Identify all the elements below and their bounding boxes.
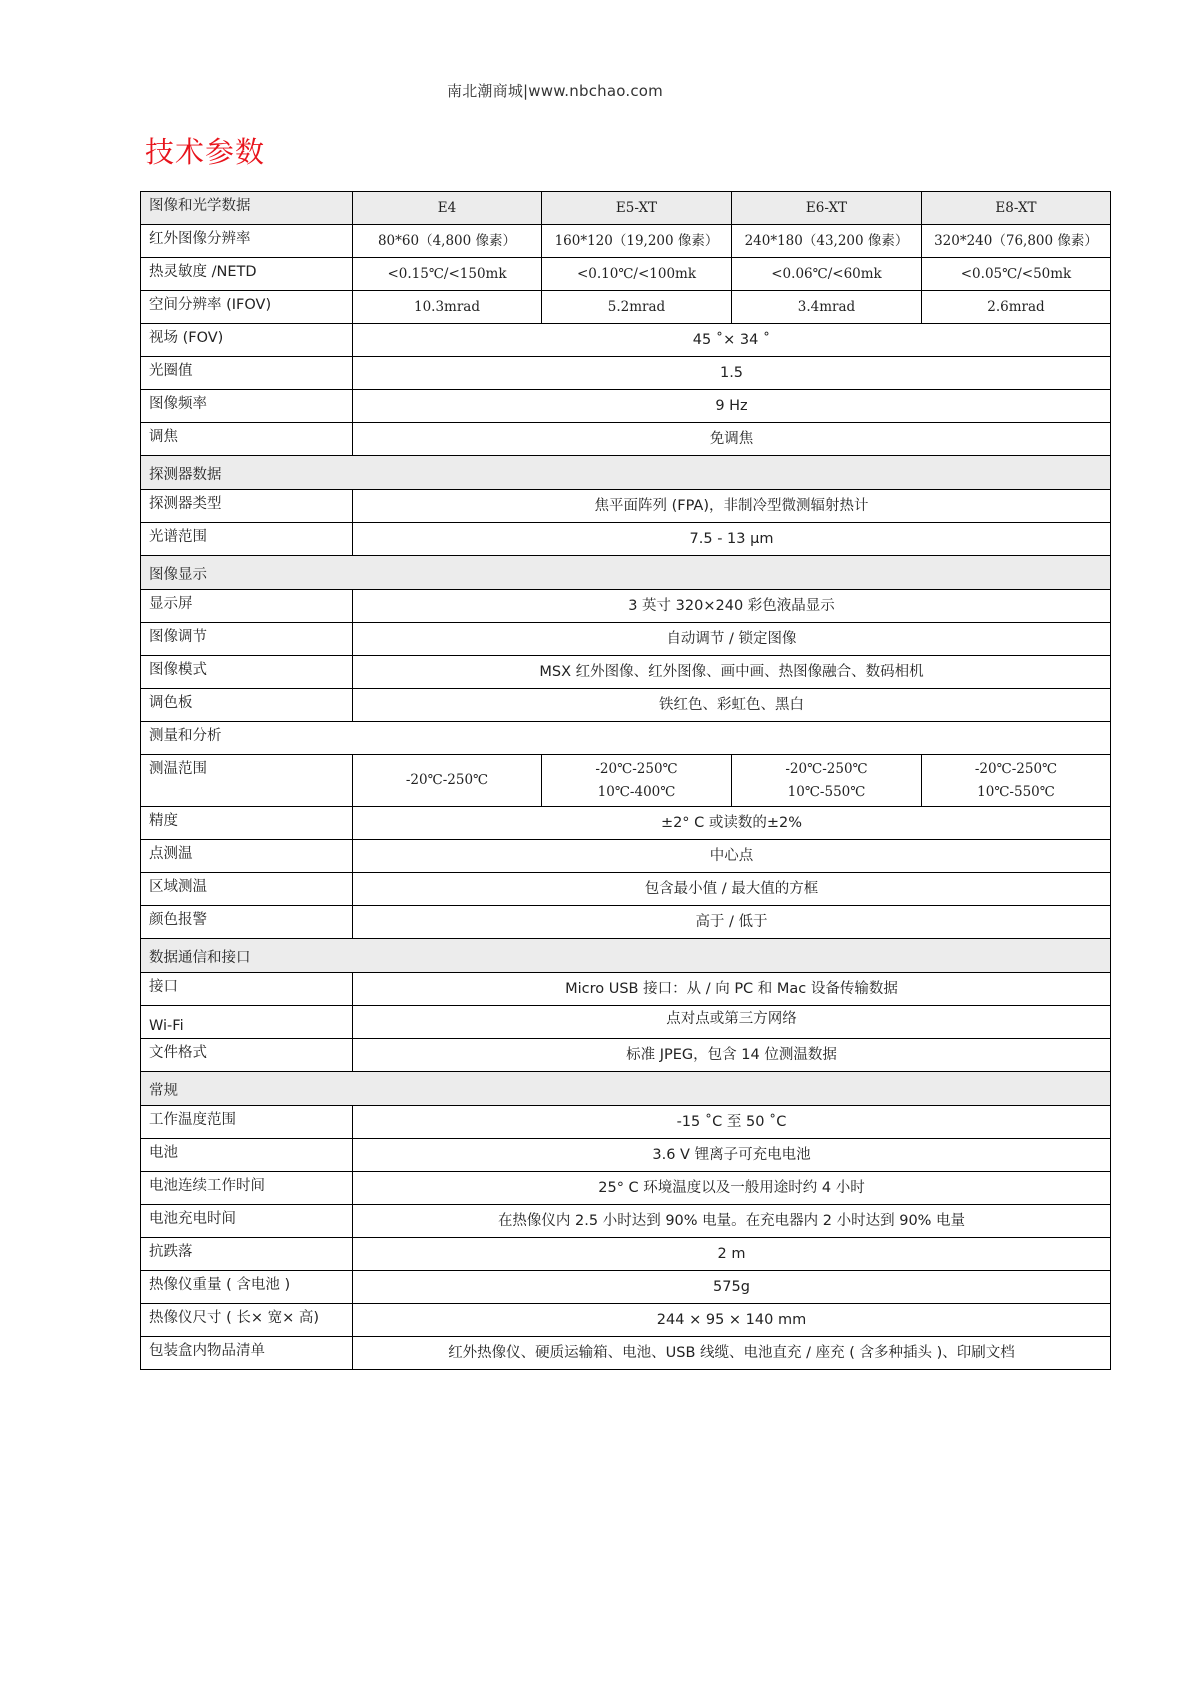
table-row	[141, 1337, 1111, 1370]
row-label: 电池连续工作时间	[141, 1172, 353, 1205]
table-row	[141, 1205, 1111, 1238]
cell-value: 7.5 - 13 μm	[353, 523, 1111, 556]
cell-value: 焦平面阵列 (FPA)，非制冷型微测辐射热计	[353, 490, 1111, 523]
cell-value: 9 Hz	[353, 390, 1111, 423]
cell-value	[353, 755, 542, 807]
cell-value: 2.6mrad	[922, 291, 1111, 324]
table-row	[141, 324, 1111, 357]
section-heading: 常规	[141, 1072, 1111, 1106]
table-row	[141, 258, 1111, 291]
table-row	[141, 490, 1111, 523]
cell-value: 中心点	[353, 840, 1111, 873]
section-heading: 探测器数据	[141, 456, 1111, 490]
table-row	[141, 357, 1111, 390]
cell-value: 3.6 V 锂离子可充电电池	[353, 1139, 1111, 1172]
row-label: 文件格式	[141, 1039, 353, 1072]
row-label: 点测温	[141, 840, 353, 873]
row-label: 精度	[141, 807, 353, 840]
model-header-e8xt: E8-XT	[922, 192, 1111, 225]
cell-value: 2 m	[353, 1238, 1111, 1271]
row-label: 探测器类型	[141, 490, 353, 523]
row-label: 电池充电时间	[141, 1205, 353, 1238]
section-row-general	[141, 1072, 1111, 1106]
cell-value: 铁红色、彩虹色、黑白	[353, 689, 1111, 722]
cell-value: 3 英寸 320×240 彩色液晶显示	[353, 590, 1111, 623]
table-row	[141, 656, 1111, 689]
row-label: 热灵敏度 /NETD	[141, 258, 353, 291]
row-label: 区域测温	[141, 873, 353, 906]
table-row	[141, 623, 1111, 656]
row-label: 抗跌落	[141, 1238, 353, 1271]
cell-value: 点对点或第三方网络	[353, 1006, 1111, 1039]
cell-value: 3.4mrad	[732, 291, 922, 324]
cell-value	[922, 755, 1111, 807]
row-label: 空间分辨率 (IFOV)	[141, 291, 353, 324]
cell-value: <0.05℃/<50mk	[922, 258, 1111, 291]
table-row	[141, 973, 1111, 1006]
cell-value: 45 ˚× 34 ˚	[353, 324, 1111, 357]
cell-value: 575g	[353, 1271, 1111, 1304]
row-label: 图像频率	[141, 390, 353, 423]
row-label: 调焦	[141, 423, 353, 456]
section-row-display	[141, 556, 1111, 590]
cell-value: 5.2mrad	[542, 291, 732, 324]
table-row	[141, 1304, 1111, 1337]
cell-value: <0.10℃/<100mk	[542, 258, 732, 291]
model-header-e4: E4	[353, 192, 542, 225]
cell-value: 自动调节 / 锁定图像	[353, 623, 1111, 656]
cell-value: 10.3mrad	[353, 291, 542, 324]
table-row	[141, 1006, 1111, 1039]
cell-value: 80*60（4,800 像素）	[353, 225, 542, 258]
table-row	[141, 840, 1111, 873]
table-row	[141, 523, 1111, 556]
cell-value	[542, 755, 732, 807]
table-row	[141, 291, 1111, 324]
table-row	[141, 1172, 1111, 1205]
row-label: 视场 (FOV)	[141, 324, 353, 357]
range-line: -20℃-250℃	[405, 772, 489, 788]
cell-value: 320*240（76,800 像素）	[922, 225, 1111, 258]
cell-value: 1.5	[353, 357, 1111, 390]
row-label: 热像仪重量 ( 含电池 )	[141, 1271, 353, 1304]
table-row	[141, 873, 1111, 906]
row-label: 显示屏	[141, 590, 353, 623]
row-label: 接口	[141, 973, 353, 1006]
table-row	[141, 807, 1111, 840]
section-row-measurement	[141, 722, 1111, 755]
cell-value: 160*120（19,200 像素）	[542, 225, 732, 258]
row-label: Wi-Fi	[141, 1006, 353, 1039]
table-row	[141, 423, 1111, 456]
range-line: 10℃-550℃	[977, 783, 1055, 800]
row-label: 光圈值	[141, 357, 353, 390]
range-line: -20℃-250℃	[595, 760, 678, 777]
spec-table	[140, 191, 1111, 1370]
page-title: 技术参数	[145, 135, 266, 169]
section-heading: 数据通信和接口	[141, 939, 1111, 973]
section-row-communication	[141, 939, 1111, 973]
row-label: 红外图像分辨率	[141, 225, 353, 258]
table-row	[141, 590, 1111, 623]
row-label: 调色板	[141, 689, 353, 722]
cell-value: <0.06℃/<60mk	[732, 258, 922, 291]
section-label-optical: 图像和光学数据	[141, 192, 353, 225]
model-header-e6xt: E6-XT	[732, 192, 922, 225]
section-heading: 图像显示	[141, 556, 1111, 590]
model-header-e5xt: E5-XT	[542, 192, 732, 225]
range-line: -20℃-250℃	[785, 760, 868, 777]
section-row-detector	[141, 456, 1111, 490]
range-line: 10℃-550℃	[787, 783, 866, 800]
cell-value: 240*180（43,200 像素）	[732, 225, 922, 258]
row-label: 颜色报警	[141, 906, 353, 939]
site-header: 南北潮商城|www.nbchao.com	[447, 82, 663, 100]
cell-value: 包含最小值 / 最大值的方框	[353, 873, 1111, 906]
cell-value: 25° C 环境温度以及一般用途时约 4 小时	[353, 1172, 1111, 1205]
row-label: 测温范围	[141, 755, 353, 807]
table-row	[141, 689, 1111, 722]
cell-value: <0.15℃/<150mk	[353, 258, 542, 291]
table-row	[141, 1271, 1111, 1304]
row-label: 图像调节	[141, 623, 353, 656]
cell-value: Micro USB 接口：从 / 向 PC 和 Mac 设备传输数据	[353, 973, 1111, 1006]
range-line: -20℃-250℃	[974, 760, 1058, 777]
cell-value	[732, 755, 922, 807]
table-row	[141, 755, 1111, 807]
table-row	[141, 1106, 1111, 1139]
cell-value: 红外热像仪、硬质运输箱、电池、USB 线缆、电池直充 / 座充 ( 含多种插头 )、印刷文档	[353, 1337, 1111, 1370]
cell-value: 标准 JPEG，包含 14 位测温数据	[353, 1039, 1111, 1072]
range-line: 10℃-400℃	[597, 783, 676, 800]
cell-value: 高于 / 低于	[353, 906, 1111, 939]
row-label: 工作温度范围	[141, 1106, 353, 1139]
cell-value: ±2° C 或读数的±2%	[353, 807, 1111, 840]
cell-value: -15 ˚C 至 50 ˚C	[353, 1106, 1111, 1139]
table-row	[141, 1139, 1111, 1172]
section-heading: 测量和分析	[141, 722, 1111, 755]
cell-value: 在热像仪内 2.5 小时达到 90% 电量。在充电器内 2 小时达到 90% 电量	[353, 1205, 1111, 1238]
table-row	[141, 906, 1111, 939]
row-label: 光谱范围	[141, 523, 353, 556]
row-label: 包装盒内物品清单	[141, 1337, 353, 1370]
cell-value: 免调焦	[353, 423, 1111, 456]
row-label: 热像仪尺寸 ( 长× 宽× 高)	[141, 1304, 353, 1337]
table-row	[141, 390, 1111, 423]
table-row	[141, 1238, 1111, 1271]
row-label: 电池	[141, 1139, 353, 1172]
table-row	[141, 225, 1111, 258]
table-row	[141, 1039, 1111, 1072]
row-label: 图像模式	[141, 656, 353, 689]
cell-value: MSX 红外图像、红外图像、画中画、热图像融合、数码相机	[353, 656, 1111, 689]
cell-value: 244 × 95 × 140 mm	[353, 1304, 1111, 1337]
table-header-row	[141, 192, 1111, 225]
